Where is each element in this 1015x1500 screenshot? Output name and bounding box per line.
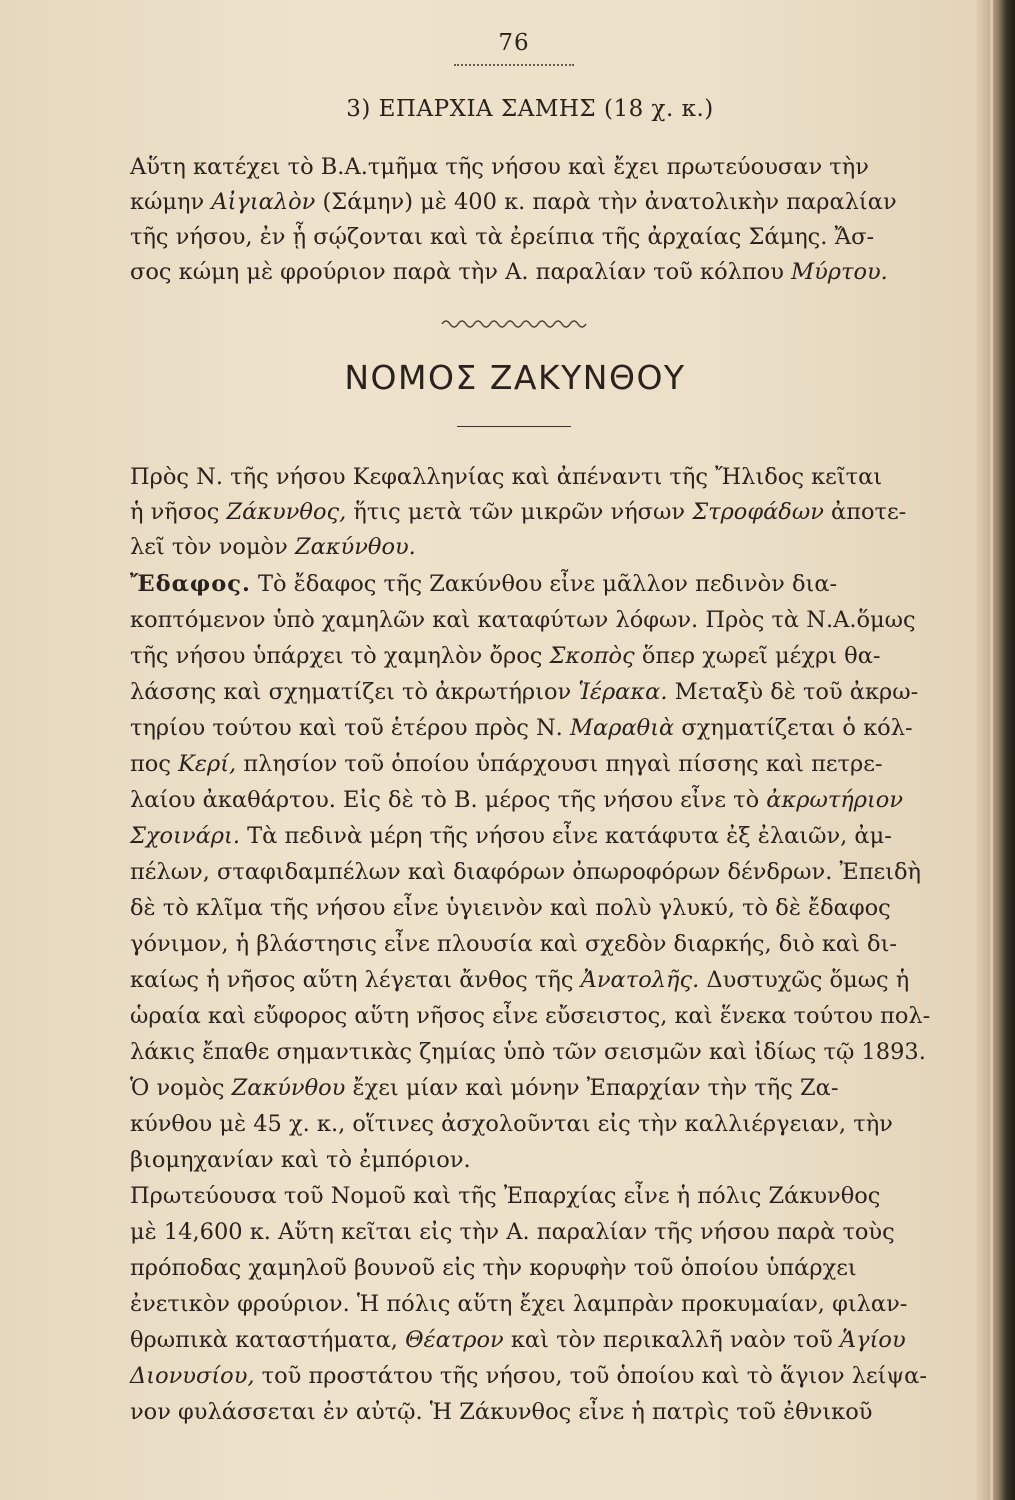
text-run: Τὰ πεδινὰ μέρη τῆς νήσου εἶνε κατάφυτα ἐξ ἐλαιῶν, ἀμ- <box>239 823 892 849</box>
text-run: λαίου ἀκαθάρτου. Εἰς δὲ τὸ Β. μέρος τῆς νήσου εἶνε τὸ <box>130 787 767 813</box>
text-line <box>130 678 918 706</box>
text-line <box>130 966 909 994</box>
nomos-title: ΝΟΜΟΣ ΖΑΚΥΝΘΟΥ <box>344 358 686 397</box>
text-line <box>130 463 882 491</box>
text-run: ὡραία καὶ εὔφορος αὕτη νῆσος εἶνε εὔσειστος, καὶ ἕνεκα τούτου πολ- <box>130 1003 931 1029</box>
italic-text: Ζάκυνθος, <box>226 499 347 525</box>
wavy-ornament <box>440 316 588 332</box>
text-line <box>130 1038 926 1066</box>
page-number: 76 <box>498 30 530 56</box>
italic-text: Μαραθιὰ <box>570 715 675 741</box>
text-line <box>130 1182 880 1210</box>
text-line <box>130 1254 857 1282</box>
text-run: κοπτόμενον ὑπὸ χαμηλῶν καὶ καταφύτων λόφων. Πρὸς τὰ Ν.Α.ὅμως <box>130 607 916 633</box>
text-line <box>130 153 869 181</box>
text-run: τοῦ προστάτου τῆς νήσου, τοῦ ὁποίου καὶ τὸ ἅγιον λείψα- <box>254 1363 927 1389</box>
text-run: Δυστυχῶς ὅμως ἡ <box>699 967 910 993</box>
text-run: Πρὸς Ν. τῆς νήσου Κεφαλληνίας καὶ ἀπέναντι τῆς Ἤλιδος κεῖται <box>130 464 883 490</box>
text-line <box>130 894 891 922</box>
text-line <box>130 1218 895 1246</box>
page-edge-highlight <box>990 0 993 1500</box>
italic-text: Ζακύνθου. <box>294 534 416 560</box>
italic-text: Διονυσίου, <box>130 1363 255 1389</box>
text-run: Τὸ ἔδαφος τῆς Ζακύνθου εἶνε μᾶλλον πεδινὸν δια- <box>250 571 838 597</box>
text-run: Μεταξὺ δὲ τοῦ ἀκρω- <box>667 679 919 705</box>
text-line <box>130 750 882 778</box>
text-run: τῆς νήσου ὑπάρχει τὸ χαμηλὸν ὄρος <box>130 643 550 669</box>
italic-text: Στροφάδων <box>692 499 824 525</box>
italic-text: Μύρτου. <box>791 259 888 285</box>
text-run: πρόποδας χαμηλοῦ βουνοῦ εἰς τὴν κορυφὴν τοῦ ὁποίου ὑπάρχει <box>130 1255 857 1281</box>
italic-text: Σχοινάρι. <box>130 823 240 849</box>
italic-text: Ζακύνθου <box>231 1075 346 1101</box>
text-run: ἔχει μίαν καὶ μόνην Ἐπαρχίαν τὴν τῆς Ζα- <box>345 1075 839 1101</box>
text-run: ἐνετικὸν φρούριον. Ἡ πόλις αὕτη ἔχει λαμπρὰν προκυμαίαν, φιλαν- <box>130 1291 908 1317</box>
text-run: κώμην <box>130 189 212 215</box>
text-run: βιομηχανίαν καὶ τὸ ἐμπόριον. <box>130 1147 471 1173</box>
text-run: ἥτις μετὰ τῶν μικρῶν νήσων <box>346 499 693 525</box>
text-run: λάκις ἔπαθε σημαντικὰς ζημίας ὑπὸ τῶν σεισμῶν καὶ ἰδίως τῷ 1893. <box>130 1039 926 1065</box>
text-line <box>130 223 874 251</box>
text-run: Αὕτη κατέχει τὸ Β.Α.τμῆμα τῆς νήσου καὶ ἔχει πρωτεύουσαν τὴν <box>130 154 869 180</box>
italic-text: ἀκρωτήριον <box>766 787 904 813</box>
text-run: θρωπικὰ καταστήματα, <box>130 1327 406 1353</box>
bold-subheading: Ἔδαφος. <box>130 571 251 597</box>
text-run: τηρίου τούτου καὶ τοῦ ἑτέρου πρὸς Ν. <box>130 715 570 741</box>
text-run: πλησίον τοῦ ὁποίου ὑπάρχουσι πηγαὶ πίσσης καὶ πετρε- <box>236 751 883 777</box>
text-run: γόνιμον, ἡ βλάστησις εἶνε πλουσία καὶ σχεδὸν διαρκής, διὸ καὶ δι- <box>130 931 898 957</box>
page-number-rule <box>454 64 574 66</box>
text-run: πος <box>130 751 179 777</box>
text-line <box>130 188 897 216</box>
text-run: κύνθου μὲ 45 χ. κ., οἵτινες ἀσχολοῦνται εἰς τὴν καλλιέργειαν, τὴν <box>130 1111 893 1137</box>
text-line <box>130 858 921 886</box>
page-edge-shadow <box>975 0 1015 1500</box>
text-line <box>130 1362 927 1390</box>
title-rule <box>457 426 571 427</box>
text-run: νον φυλάσσεται ἐν αὐτῷ. Ἡ Ζάκυνθος εἶνε ἡ πατρὶς τοῦ ἐθνικοῦ <box>130 1399 873 1425</box>
italic-text: Θέατρον <box>405 1327 504 1353</box>
text-run: (Σάμην) μὲ 400 κ. παρὰ τὴν ἀνατολικὴν παραλίαν <box>315 189 897 215</box>
text-run: ἡ νῆσος <box>130 499 227 525</box>
text-line <box>130 642 881 670</box>
text-run: λάσσης καὶ σχηματίζει τὸ ἀκρωτήριον <box>130 679 579 705</box>
text-line <box>130 498 906 526</box>
text-line <box>130 533 416 561</box>
text-run: λεῖ τὸν νομὸν <box>130 534 295 560</box>
text-run: δὲ τὸ κλῖμα τῆς νήσου εἶνε ὑγιεινὸν καὶ πολὺ γλυκύ, τὸ δὲ ἔδαφος <box>130 895 891 921</box>
italic-text: Κερί, <box>178 751 237 777</box>
text-line <box>130 930 897 958</box>
text-run: καὶ τὸν περικαλλῆ ναὸν τοῦ <box>503 1327 840 1353</box>
text-line <box>130 786 903 814</box>
text-line <box>130 822 892 850</box>
section-heading: 3) ΕΠΑΡΧΙΑ ΣΑΜΗΣ (18 χ. κ.) <box>346 96 714 122</box>
italic-text: Αἰγιαλὸν <box>211 189 316 215</box>
text-line <box>130 1398 872 1426</box>
text-run: ἀποτε- <box>823 499 907 525</box>
text-run: μὲ 14,600 κ. Αὕτη κεῖται εἰς τὴν Α. παραλίαν τῆς νήσου παρὰ τοὺς <box>130 1219 895 1245</box>
italic-text: Ἱέρακα. <box>578 679 668 705</box>
text-line <box>130 258 888 286</box>
text-line <box>130 714 913 742</box>
text-run: ὅπερ χωρεῖ μέχρι θα- <box>634 643 881 669</box>
italic-text: Σκοπὸς <box>549 643 635 669</box>
text-line <box>130 1002 930 1030</box>
text-run: σχηματίζεται ὁ κόλ- <box>674 715 913 741</box>
text-run: καίως ἡ νῆσος αὕτη λέγεται ἄνθος τῆς <box>130 967 581 993</box>
text-run: Ὁ νομὸς <box>130 1075 232 1101</box>
text-line <box>130 1146 471 1174</box>
text-run: Πρωτεύουσα τοῦ Νομοῦ καὶ τῆς Ἐπαρχίας εἶνε ἡ πόλις Ζάκυνθος <box>130 1183 881 1209</box>
text-line <box>130 570 837 598</box>
text-run: πέλων, σταφιδαμπέλων καὶ διαφόρων ὀπωροφόρων δένδρων. Ἐπειδὴ <box>130 859 921 885</box>
text-line <box>130 1326 906 1354</box>
italic-text: Ἁγίου <box>839 1327 906 1353</box>
text-run: σος κώμη μὲ φρούριον παρὰ τὴν Α. παραλίαν τοῦ κόλπου <box>130 259 792 285</box>
text-line <box>130 1074 838 1102</box>
text-line <box>130 1290 907 1318</box>
text-line <box>130 1110 893 1138</box>
text-run: τῆς νήσου, ἐν ᾗ σῴζονται καὶ τὰ ἐρείπια τῆς ἀρχαίας Σάμης. Ἄσ- <box>130 224 875 250</box>
italic-text: Ἀνατολῆς. <box>580 967 700 993</box>
text-line <box>130 606 916 634</box>
